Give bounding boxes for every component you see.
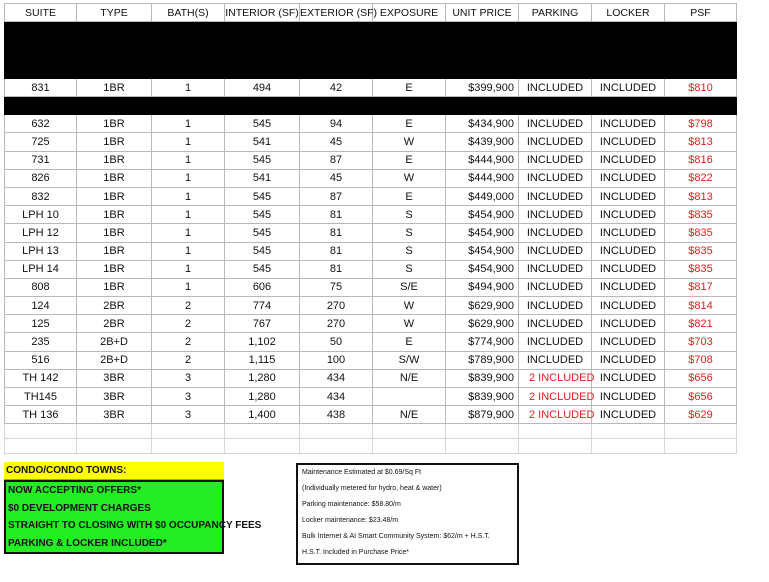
empty-row <box>5 424 737 439</box>
redacted-cell <box>519 22 592 79</box>
price-list-table <box>4 3 737 454</box>
cell-exposure[interactable]: E <box>373 151 446 169</box>
cell-suite[interactable]: 124 <box>5 297 77 315</box>
cell-baths[interactable]: 2 <box>152 315 225 333</box>
header-exterior[interactable]: EXTERIOR (SF) <box>300 4 373 22</box>
header-interior[interactable]: INTERIOR (SF) <box>225 4 300 22</box>
cell-parking[interactable]: INCLUDED <box>519 206 592 224</box>
empty-cell[interactable] <box>665 439 737 454</box>
cell-suite[interactable]: TH 136 <box>5 406 77 424</box>
cell-interior[interactable]: 545 <box>225 260 300 278</box>
cell-type[interactable]: 3BR <box>77 388 152 406</box>
cell-unit-price[interactable]: $454,900 <box>446 206 519 224</box>
redacted-cell <box>152 97 225 115</box>
cell-suite[interactable]: 632 <box>5 115 77 133</box>
redacted-cell <box>5 97 77 115</box>
cell-exposure[interactable]: W <box>373 133 446 151</box>
cell-parking[interactable]: INCLUDED <box>519 351 592 369</box>
cell-interior[interactable]: 541 <box>225 169 300 187</box>
header-exposure[interactable]: EXPOSURE <box>373 4 446 22</box>
cell-unit-price[interactable]: $494,900 <box>446 278 519 296</box>
cell-suite[interactable]: LPH 12 <box>5 224 77 242</box>
maintenance-line[interactable]: Locker maintenance: $23.48/m <box>302 517 399 524</box>
cell-interior[interactable]: 767 <box>225 315 300 333</box>
empty-cell[interactable] <box>225 424 300 439</box>
cell-parking[interactable]: INCLUDED <box>519 169 592 187</box>
cell-baths[interactable]: 1 <box>152 260 225 278</box>
cell-locker[interactable]: INCLUDED <box>592 151 665 169</box>
header-baths[interactable]: BATH(S) <box>152 4 225 22</box>
cell-baths[interactable]: 1 <box>152 242 225 260</box>
cell-baths[interactable]: 1 <box>152 133 225 151</box>
empty-cell[interactable] <box>77 424 152 439</box>
header-unit-price[interactable]: UNIT PRICE <box>446 4 519 22</box>
cell-locker[interactable]: INCLUDED <box>592 388 665 406</box>
cell-type[interactable]: 1BR <box>77 115 152 133</box>
cell-psf[interactable]: $814 <box>665 297 737 315</box>
cell-type[interactable]: 1BR <box>77 133 152 151</box>
cell-psf[interactable]: $813 <box>665 187 737 205</box>
cell-psf[interactable]: $835 <box>665 242 737 260</box>
cell-psf[interactable]: $817 <box>665 278 737 296</box>
cell-interior[interactable]: 774 <box>225 297 300 315</box>
cell-locker[interactable]: INCLUDED <box>592 187 665 205</box>
cell-parking[interactable]: INCLUDED <box>519 133 592 151</box>
cell-type[interactable]: 2BR <box>77 315 152 333</box>
empty-cell[interactable] <box>300 439 373 454</box>
cell-parking[interactable]: 2 INCLUDED <box>519 388 592 406</box>
cell-parking[interactable]: INCLUDED <box>519 260 592 278</box>
redacted-cell <box>592 22 665 79</box>
cell-locker[interactable]: INCLUDED <box>592 278 665 296</box>
header-row <box>5 4 737 22</box>
cell-unit-price[interactable]: $629,900 <box>446 315 519 333</box>
cell-exterior[interactable]: 50 <box>300 333 373 351</box>
cell-locker[interactable]: INCLUDED <box>592 224 665 242</box>
table-row <box>5 115 737 133</box>
table-row <box>5 315 737 333</box>
cell-parking[interactable]: INCLUDED <box>519 278 592 296</box>
cell-unit-price[interactable]: $454,900 <box>446 242 519 260</box>
cell-suite[interactable]: 516 <box>5 351 77 369</box>
empty-cell[interactable] <box>77 439 152 454</box>
cell-interior[interactable]: 545 <box>225 224 300 242</box>
promo-item[interactable]: STRAIGHT TO CLOSING WITH $0 OCCUPANCY FEES <box>8 520 262 531</box>
cell-unit-price[interactable]: $879,900 <box>446 406 519 424</box>
maintenance-line[interactable]: Parking maintenance: $58.80/m <box>302 501 401 508</box>
redacted-row <box>5 97 737 115</box>
header-suite[interactable]: SUITE <box>5 4 77 22</box>
table-row <box>5 187 737 205</box>
promo-item[interactable]: $0 DEVELOPMENT CHARGES <box>8 502 151 514</box>
cell-unit-price[interactable]: $439,900 <box>446 133 519 151</box>
cell-parking[interactable]: INCLUDED <box>519 242 592 260</box>
table-row <box>5 79 737 97</box>
cell-locker[interactable]: INCLUDED <box>592 242 665 260</box>
cell-baths[interactable]: 1 <box>152 206 225 224</box>
empty-cell[interactable] <box>519 439 592 454</box>
cell-locker[interactable]: INCLUDED <box>592 297 665 315</box>
promo-title[interactable]: CONDO/CONDO TOWNS: <box>4 462 224 480</box>
empty-cell[interactable] <box>152 439 225 454</box>
cell-exterior[interactable]: 94 <box>300 115 373 133</box>
cell-parking[interactable]: INCLUDED <box>519 297 592 315</box>
table-row <box>5 133 737 151</box>
cell-psf[interactable]: $816 <box>665 151 737 169</box>
cell-interior[interactable]: 1,400 <box>225 406 300 424</box>
header-type[interactable]: TYPE <box>77 4 152 22</box>
cell-exposure[interactable]: S <box>373 206 446 224</box>
table-row <box>5 242 737 260</box>
cell-exposure[interactable]: E <box>373 333 446 351</box>
cell-unit-price[interactable]: $434,900 <box>446 115 519 133</box>
cell-psf[interactable]: $835 <box>665 206 737 224</box>
cell-psf[interactable]: $629 <box>665 406 737 424</box>
cell-interior[interactable]: 541 <box>225 133 300 151</box>
cell-exposure[interactable]: S/E <box>373 278 446 296</box>
cell-unit-price[interactable]: $629,900 <box>446 297 519 315</box>
cell-locker[interactable]: INCLUDED <box>592 133 665 151</box>
cell-unit-price[interactable]: $449,000 <box>446 187 519 205</box>
empty-cell[interactable] <box>5 424 77 439</box>
redacted-cell <box>300 22 373 79</box>
empty-cell[interactable] <box>665 424 737 439</box>
cell-baths[interactable]: 1 <box>152 115 225 133</box>
cell-exterior[interactable]: 45 <box>300 169 373 187</box>
empty-cell[interactable] <box>152 424 225 439</box>
cell-baths[interactable]: 3 <box>152 369 225 387</box>
cell-suite[interactable]: 831 <box>5 79 77 97</box>
cell-parking[interactable]: INCLUDED <box>519 79 592 97</box>
redacted-cell <box>373 22 446 79</box>
cell-baths[interactable]: 3 <box>152 406 225 424</box>
maintenance-line[interactable]: Bulk Internet & AI Smart Community System: $62/m + H.S.T. <box>302 533 490 540</box>
redacted-cell <box>225 97 300 115</box>
table-row <box>5 151 737 169</box>
cell-parking[interactable]: 2 INCLUDED <box>519 369 592 387</box>
cell-type[interactable]: 3BR <box>77 406 152 424</box>
cell-interior[interactable]: 545 <box>225 206 300 224</box>
cell-suite[interactable]: 725 <box>5 133 77 151</box>
cell-type[interactable]: 2B+D <box>77 333 152 351</box>
cell-type[interactable]: 1BR <box>77 151 152 169</box>
header-locker[interactable]: LOCKER <box>592 4 665 22</box>
cell-locker[interactable]: INCLUDED <box>592 260 665 278</box>
cell-unit-price[interactable]: $839,900 <box>446 388 519 406</box>
cell-exterior[interactable]: 45 <box>300 133 373 151</box>
redacted-cell <box>446 22 519 79</box>
cell-exterior[interactable]: 42 <box>300 79 373 97</box>
cell-exposure[interactable]: E <box>373 79 446 97</box>
maintenance-line[interactable]: (Individually metered for hydro, heat & water) <box>302 485 442 492</box>
cell-type[interactable]: 3BR <box>77 369 152 387</box>
cell-exposure[interactable]: W <box>373 297 446 315</box>
cell-suite[interactable]: 125 <box>5 315 77 333</box>
cell-baths[interactable]: 1 <box>152 278 225 296</box>
empty-cell[interactable] <box>225 439 300 454</box>
cell-suite[interactable]: 235 <box>5 333 77 351</box>
cell-psf[interactable]: $656 <box>665 388 737 406</box>
cell-suite[interactable]: 731 <box>5 151 77 169</box>
table-row <box>5 206 737 224</box>
cell-baths[interactable]: 2 <box>152 333 225 351</box>
cell-suite[interactable]: LPH 13 <box>5 242 77 260</box>
cell-exposure[interactable]: S <box>373 260 446 278</box>
cell-interior[interactable]: 545 <box>225 187 300 205</box>
cell-exterior[interactable]: 100 <box>300 351 373 369</box>
cell-locker[interactable]: INCLUDED <box>592 333 665 351</box>
cell-exterior[interactable]: 438 <box>300 406 373 424</box>
cell-psf[interactable]: $656 <box>665 369 737 387</box>
redacted-cell <box>665 97 737 115</box>
cell-interior[interactable]: 545 <box>225 242 300 260</box>
cell-interior[interactable]: 606 <box>225 278 300 296</box>
table-row <box>5 278 737 296</box>
table-row <box>5 260 737 278</box>
cell-psf[interactable]: $835 <box>665 224 737 242</box>
cell-locker[interactable]: INCLUDED <box>592 169 665 187</box>
cell-unit-price[interactable]: $399,900 <box>446 79 519 97</box>
cell-exterior[interactable]: 434 <box>300 369 373 387</box>
cell-exterior[interactable]: 81 <box>300 242 373 260</box>
cell-baths[interactable]: 1 <box>152 151 225 169</box>
table-row <box>5 333 737 351</box>
cell-exterior[interactable]: 81 <box>300 206 373 224</box>
empty-cell[interactable] <box>519 424 592 439</box>
cell-parking[interactable]: INCLUDED <box>519 115 592 133</box>
cell-psf[interactable]: $813 <box>665 133 737 151</box>
empty-cell[interactable] <box>300 424 373 439</box>
cell-type[interactable]: 1BR <box>77 224 152 242</box>
cell-psf[interactable]: $810 <box>665 79 737 97</box>
maintenance-line[interactable]: Maintenance Estimated at $0.69/Sq Ft <box>302 469 422 476</box>
cell-baths[interactable]: 1 <box>152 169 225 187</box>
empty-cell[interactable] <box>373 439 446 454</box>
cell-interior[interactable]: 545 <box>225 115 300 133</box>
cell-psf[interactable]: $798 <box>665 115 737 133</box>
cell-exposure[interactable]: S <box>373 242 446 260</box>
redacted-cell <box>519 97 592 115</box>
table-row <box>5 406 737 424</box>
table-row <box>5 297 737 315</box>
cell-psf[interactable]: $821 <box>665 315 737 333</box>
promo-list <box>4 480 262 554</box>
cell-suite[interactable]: TH145 <box>5 388 77 406</box>
empty-row <box>5 439 737 454</box>
cell-suite[interactable]: LPH 10 <box>5 206 77 224</box>
empty-cell[interactable] <box>446 439 519 454</box>
maintenance-line[interactable]: H.S.T. Included in Purchase Price* <box>302 549 409 556</box>
cell-suite[interactable]: 832 <box>5 187 77 205</box>
cell-interior[interactable]: 545 <box>225 151 300 169</box>
cell-parking[interactable]: INCLUDED <box>519 224 592 242</box>
cell-baths[interactable]: 2 <box>152 351 225 369</box>
cell-exposure[interactable]: W <box>373 315 446 333</box>
cell-unit-price[interactable]: $444,900 <box>446 169 519 187</box>
cell-locker[interactable]: INCLUDED <box>592 369 665 387</box>
cell-exposure[interactable]: S/W <box>373 351 446 369</box>
cell-type[interactable]: 2B+D <box>77 351 152 369</box>
cell-suite[interactable]: 808 <box>5 278 77 296</box>
redacted-cell <box>5 22 77 79</box>
redacted-cell <box>665 22 737 79</box>
cell-type[interactable]: 1BR <box>77 242 152 260</box>
cell-unit-price[interactable]: $454,900 <box>446 260 519 278</box>
cell-type[interactable]: 2BR <box>77 297 152 315</box>
cell-exposure[interactable] <box>373 388 446 406</box>
cell-suite[interactable]: TH 142 <box>5 369 77 387</box>
cell-exterior[interactable]: 81 <box>300 260 373 278</box>
cell-exposure[interactable]: E <box>373 115 446 133</box>
redacted-cell <box>446 97 519 115</box>
cell-baths[interactable]: 1 <box>152 79 225 97</box>
cell-parking[interactable]: INCLUDED <box>519 315 592 333</box>
cell-baths[interactable]: 1 <box>152 224 225 242</box>
cell-locker[interactable]: INCLUDED <box>592 79 665 97</box>
redacted-cell <box>300 97 373 115</box>
empty-cell[interactable] <box>446 424 519 439</box>
header-psf[interactable]: PSF <box>665 4 737 22</box>
cell-psf[interactable]: $703 <box>665 333 737 351</box>
cell-exposure[interactable]: W <box>373 169 446 187</box>
promo-item[interactable]: NOW ACCEPTING OFFERS* <box>8 485 141 496</box>
redacted-cell <box>152 22 225 79</box>
promo-item[interactable]: PARKING & LOCKER INCLUDED* <box>8 537 167 549</box>
cell-unit-price[interactable]: $789,900 <box>446 351 519 369</box>
cell-parking[interactable]: INCLUDED <box>519 333 592 351</box>
table-row <box>5 351 737 369</box>
cell-suite[interactable]: 826 <box>5 169 77 187</box>
cell-interior[interactable]: 494 <box>225 79 300 97</box>
empty-cell[interactable] <box>373 424 446 439</box>
cell-parking[interactable]: INCLUDED <box>519 151 592 169</box>
cell-type[interactable]: 1BR <box>77 206 152 224</box>
cell-exterior[interactable]: 87 <box>300 187 373 205</box>
empty-cell[interactable] <box>592 439 665 454</box>
cell-interior[interactable]: 1,102 <box>225 333 300 351</box>
table-row <box>5 169 737 187</box>
cell-parking[interactable]: INCLUDED <box>519 187 592 205</box>
cell-exposure[interactable]: N/E <box>373 369 446 387</box>
cell-exterior[interactable]: 87 <box>300 151 373 169</box>
cell-exterior[interactable]: 434 <box>300 388 373 406</box>
table-row <box>5 224 737 242</box>
cell-locker[interactable]: INCLUDED <box>592 115 665 133</box>
redacted-cell <box>77 97 152 115</box>
maintenance-box <box>296 463 519 565</box>
cell-suite[interactable]: LPH 14 <box>5 260 77 278</box>
promo-notes <box>4 462 262 554</box>
cell-interior[interactable]: 1,115 <box>225 351 300 369</box>
cell-exposure[interactable]: S <box>373 224 446 242</box>
cell-exposure[interactable]: N/E <box>373 406 446 424</box>
cell-type[interactable]: 1BR <box>77 187 152 205</box>
table-row <box>5 388 737 406</box>
empty-cell[interactable] <box>5 439 77 454</box>
header-parking[interactable]: PARKING <box>519 4 592 22</box>
redacted-cell <box>592 97 665 115</box>
cell-unit-price[interactable]: $454,900 <box>446 224 519 242</box>
redacted-cell <box>225 22 300 79</box>
cell-baths[interactable]: 2 <box>152 297 225 315</box>
redacted-cell <box>373 97 446 115</box>
empty-cell[interactable] <box>592 424 665 439</box>
cell-exposure[interactable]: E <box>373 187 446 205</box>
cell-psf[interactable]: $835 <box>665 260 737 278</box>
cell-locker[interactable]: INCLUDED <box>592 315 665 333</box>
cell-unit-price[interactable]: $839,900 <box>446 369 519 387</box>
cell-exterior[interactable]: 270 <box>300 315 373 333</box>
cell-baths[interactable]: 1 <box>152 187 225 205</box>
cell-exterior[interactable]: 75 <box>300 278 373 296</box>
cell-type[interactable]: 1BR <box>77 278 152 296</box>
cell-psf[interactable]: $708 <box>665 351 737 369</box>
cell-exterior[interactable]: 81 <box>300 224 373 242</box>
cell-type[interactable]: 1BR <box>77 169 152 187</box>
cell-unit-price[interactable]: $444,900 <box>446 151 519 169</box>
cell-locker[interactable]: INCLUDED <box>592 406 665 424</box>
cell-locker[interactable]: INCLUDED <box>592 206 665 224</box>
cell-exterior[interactable]: 270 <box>300 297 373 315</box>
cell-interior[interactable]: 1,280 <box>225 369 300 387</box>
cell-locker[interactable]: INCLUDED <box>592 351 665 369</box>
cell-psf[interactable]: $822 <box>665 169 737 187</box>
redacted-block <box>5 22 737 79</box>
cell-type[interactable]: 1BR <box>77 260 152 278</box>
cell-type[interactable]: 1BR <box>77 79 152 97</box>
cell-parking[interactable]: 2 INCLUDED <box>519 406 592 424</box>
table-body <box>5 4 737 454</box>
cell-baths[interactable]: 3 <box>152 388 225 406</box>
redacted-cell <box>77 22 152 79</box>
table-row <box>5 369 737 387</box>
cell-interior[interactable]: 1,280 <box>225 388 300 406</box>
cell-unit-price[interactable]: $774,900 <box>446 333 519 351</box>
